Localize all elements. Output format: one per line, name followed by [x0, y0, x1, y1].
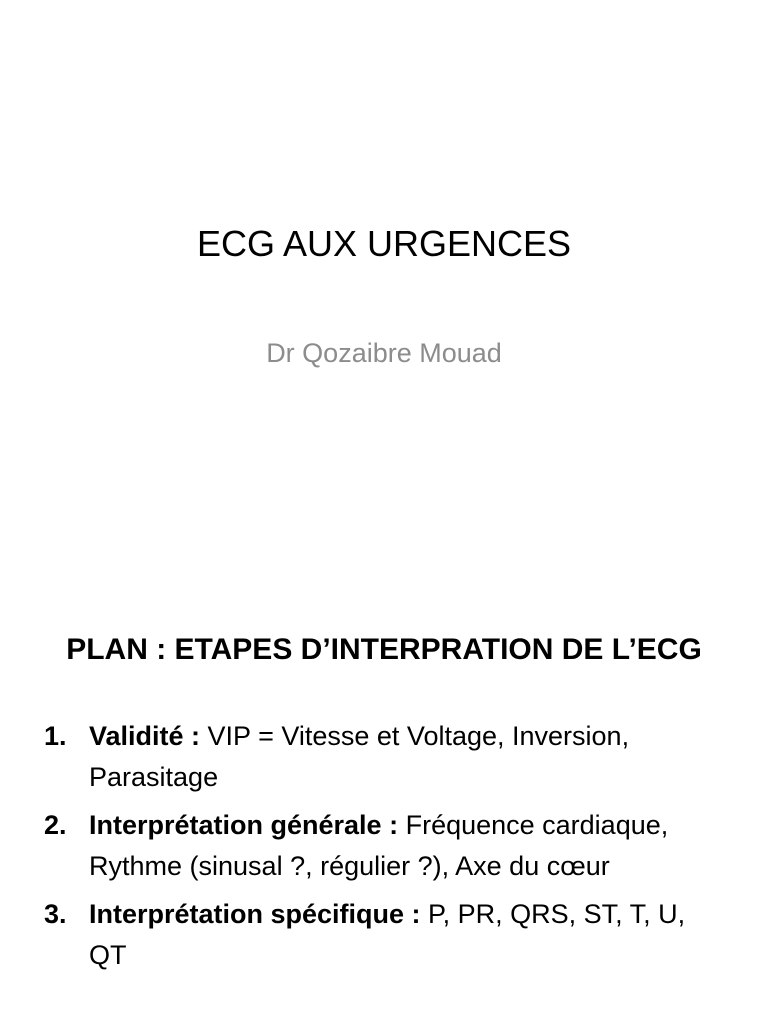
step-number: 3.: [44, 899, 67, 929]
plan-heading: [0, 630, 768, 670]
step-label: Interprétation spécifique :: [89, 899, 421, 929]
step-number: 1.: [44, 721, 67, 751]
plan-heading-text: ETAPES D’INTERPRATION DE L’ECG: [166, 633, 702, 666]
step-description: VIP = Vitesse et Voltage, Inversion, Parasitage: [89, 721, 630, 792]
step-label: Validité :: [89, 721, 201, 751]
step-description: Fréquence cardiaque, Rythme (sinusal ?, régulier ?), Axe du cœur: [89, 810, 669, 881]
step-content: [89, 805, 724, 887]
list-item-interpretation-generale: [44, 805, 724, 887]
interpretation-steps-list: [44, 716, 724, 983]
step-description: P, PR, QRS, ST, T, U, QT: [89, 899, 686, 970]
step-content: [89, 716, 724, 798]
list-item-validite: [44, 716, 724, 798]
step-content: [89, 894, 724, 976]
step-label: Interprétation générale :: [89, 810, 399, 840]
slide-title: ECG AUX URGENCES: [196, 223, 572, 264]
step-number: 2.: [44, 810, 67, 840]
slide-subtitle-author: Dr Qozaibre Mouad: [266, 338, 502, 368]
plan-heading-label: PLAN :: [66, 633, 167, 666]
list-item-interpretation-specifique: [44, 894, 724, 976]
